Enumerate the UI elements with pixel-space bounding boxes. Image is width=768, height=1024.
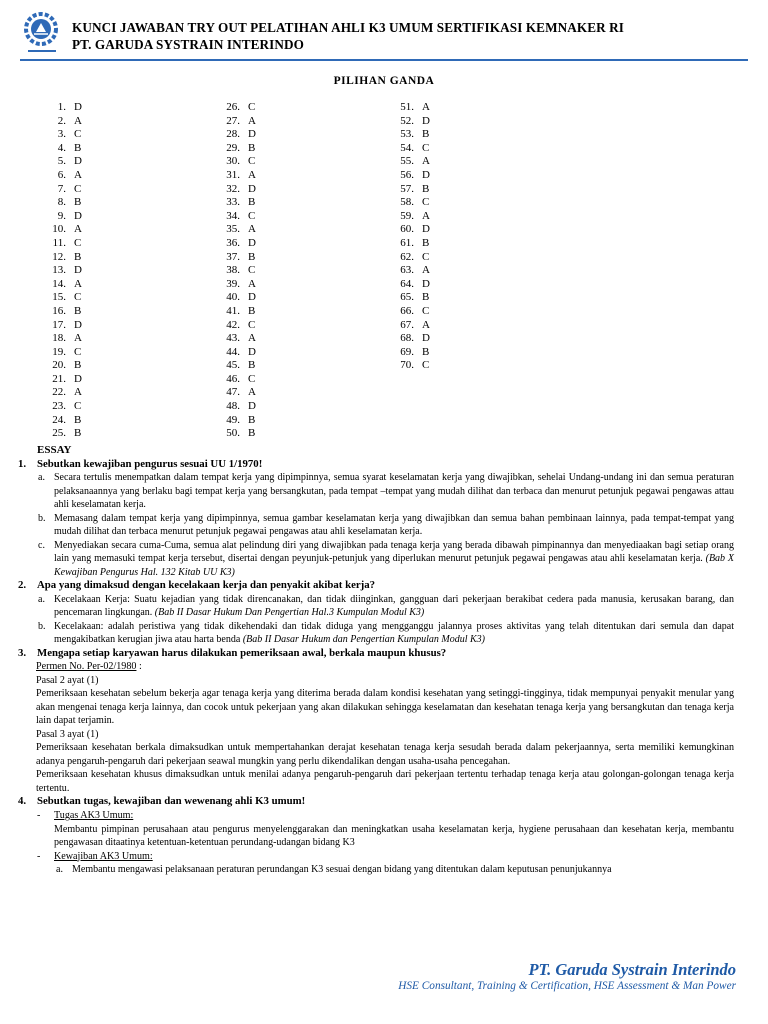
answer-number: 29. [226, 141, 240, 154]
answer-letter: A [422, 209, 430, 222]
answer-row [216, 128, 326, 142]
essay-section [18, 444, 734, 877]
answer-row [390, 332, 500, 346]
answer-number: 63. [400, 264, 414, 277]
answer-letter: D [422, 332, 430, 345]
answer-row [216, 373, 326, 387]
answer-number: 62. [400, 250, 414, 263]
answer-letter: B [422, 236, 430, 249]
answer-row [390, 223, 500, 237]
answer-row [42, 196, 152, 210]
answer-letter: A [422, 155, 430, 168]
answer-number: 33. [226, 196, 240, 209]
answer-column-3 [390, 101, 500, 373]
answer-row [390, 251, 500, 265]
answer-number: 6. [57, 168, 66, 181]
answer-row [216, 210, 326, 224]
answer-number: 28. [226, 128, 240, 141]
regulation-reference [18, 660, 734, 674]
answer-number: 61. [400, 236, 414, 249]
answer-letter: B [248, 250, 256, 263]
answer-number: 26. [226, 101, 240, 113]
answer-number: 57. [400, 182, 414, 195]
answer-letter: C [74, 128, 82, 141]
answer-letter: A [74, 386, 82, 399]
answer-row [216, 169, 326, 183]
answer-row [216, 386, 326, 400]
question-number: 4. [18, 795, 27, 808]
item-text: Memasang dalam tempat kerja yang dipimpinnya, semua gambar keselamatan kerja yang diwajibkan dan semua bahan pembinaan lainnya, pada tempat-tempat yang mudah dilihat dan terbaca menurut petunjuk pegawai pengawas atau ahli keselamatan kerja. [54, 512, 734, 538]
answer-row [216, 346, 326, 360]
answer-letter: C [422, 359, 430, 372]
answer-number: 4. [57, 141, 66, 154]
answer-letter: A [248, 223, 256, 236]
answer-row [390, 115, 500, 129]
answer-letter: B [248, 413, 256, 426]
reference-citation: (Bab II Dasar Hukum Dan Pengertian Hal.3 Kumpulan Modul K3) [154, 607, 425, 619]
answer-letter: C [422, 250, 430, 263]
answer-letter: D [248, 291, 256, 304]
answer-number: 53. [400, 128, 414, 141]
answer-number: 41. [226, 304, 240, 317]
answer-letter: D [248, 400, 256, 413]
answer-letter: B [422, 291, 430, 304]
duty-heading [18, 809, 734, 823]
duty-heading-text: Tugas AK3 Umum: [54, 809, 134, 821]
answer-row [42, 414, 152, 428]
answer-row [42, 237, 152, 251]
answer-letter: B [422, 182, 430, 195]
reference-citation: (Bab II Dasar Hukum dan Pengertian Kumpulan Modul K3) [242, 634, 486, 646]
answer-letter: C [74, 400, 82, 413]
answer-item [36, 539, 734, 580]
answer-row [42, 251, 152, 265]
answer-row [42, 427, 152, 441]
answer-letter: C [74, 236, 82, 249]
answer-row [42, 223, 152, 237]
item-label: c. [38, 539, 45, 551]
answer-letter: A [248, 168, 256, 181]
essay-question-4 [18, 795, 734, 809]
item-label: b. [38, 620, 46, 632]
question-text: Apa yang dimaksud dengan kecelakaan kerja dan penyakit akibat kerja? [37, 579, 376, 592]
answer-column-2 [216, 101, 326, 441]
answer-number: 42. [226, 318, 240, 331]
question-text: Sebutkan tugas, kewajiban dan wewenang ahli K3 umum! [37, 795, 306, 808]
answer-letter: C [248, 155, 256, 168]
answer-row [390, 291, 500, 305]
answer-row [390, 142, 500, 156]
answer-letter: D [74, 209, 82, 222]
answer-row [390, 346, 500, 360]
article-text: Pemeriksaan kesehatan berkala dimaksudkan untuk mempertahankan derajat kesehatan tenaga kerja sesudah berada dalam pekerjaannya, serta memiliki kemungkinan adanya pengaruh-pengaruh dari pekerjaan seawal mungkin yang perlu dikendalikan dengan usaha-usaha pencegahan. [36, 742, 734, 767]
answer-number: 58. [400, 196, 414, 209]
answer-number: 31. [226, 168, 240, 181]
answer-row [216, 251, 326, 265]
answer-letter: D [74, 155, 82, 168]
answer-number: 17. [52, 318, 66, 331]
answer-row [216, 332, 326, 346]
essay-title: ESSAY [37, 444, 72, 456]
answer-number: 55. [400, 155, 414, 168]
answer-letter: B [422, 128, 430, 141]
answer-letter: D [248, 182, 256, 195]
answer-letter: C [422, 141, 430, 154]
answer-row [216, 183, 326, 197]
answer-row [42, 155, 152, 169]
answer-row [42, 264, 152, 278]
answer-row [216, 142, 326, 156]
answer-item [36, 620, 734, 647]
answer-number: 40. [226, 291, 240, 304]
question-text: Sebutkan kewajiban pengurus sesuai UU 1/1970! [37, 457, 263, 470]
answer-letter: B [248, 141, 256, 154]
answer-row [42, 210, 152, 224]
answer-number: 25. [52, 427, 66, 440]
answer-letter: B [422, 345, 430, 358]
answer-row [42, 305, 152, 319]
answer-letter: D [74, 264, 82, 277]
answer-letter: D [422, 223, 430, 236]
answer-row [42, 278, 152, 292]
answer-row [216, 155, 326, 169]
answer-letter: D [74, 101, 82, 113]
obligation-heading-text: Kewajiban AK3 Umum: [54, 850, 153, 862]
answer-letter: A [74, 332, 82, 345]
dash-marker: - [37, 850, 41, 862]
answer-row [216, 223, 326, 237]
answer-number: 10. [52, 223, 66, 236]
answer-row [42, 400, 152, 414]
answer-number: 2. [57, 114, 66, 127]
answer-number: 44. [226, 345, 240, 358]
answer-number: 49. [226, 413, 240, 426]
answer-row [390, 264, 500, 278]
question-number: 1. [18, 457, 27, 470]
question-number: 2. [18, 579, 27, 592]
answer-letter: B [74, 250, 82, 263]
regulation-name: Permen No. Per-02/1980 [36, 661, 137, 673]
answer-item [36, 512, 734, 539]
answer-number: 70. [400, 359, 414, 372]
answer-number: 48. [226, 400, 240, 413]
answer-row [216, 101, 326, 115]
answer-row [216, 414, 326, 428]
answer-number: 60. [400, 223, 414, 236]
answer-letter: D [248, 236, 256, 249]
answer-row [216, 278, 326, 292]
answer-number: 21. [52, 372, 66, 385]
answer-column-1 [42, 101, 152, 441]
answer-row [390, 278, 500, 292]
answer-row [216, 400, 326, 414]
answer-row [42, 101, 152, 115]
answer-letter: D [422, 168, 430, 181]
answer-letter: D [248, 128, 256, 141]
answer-number: 5. [57, 155, 66, 168]
answer-row [42, 373, 152, 387]
answer-letter: C [248, 318, 256, 331]
answer-row [42, 386, 152, 400]
answer-number: 45. [226, 359, 240, 372]
answer-letter: C [248, 264, 256, 277]
header-title: KUNCI JAWABAN TRY OUT PELATIHAN AHLI K3 UMUM SERTIFIKASI KEMNAKER RI [72, 20, 624, 35]
header-rule [20, 59, 748, 61]
answer-row [42, 128, 152, 142]
answer-number: 47. [226, 386, 240, 399]
answer-item [54, 863, 734, 877]
answer-letter: B [74, 359, 82, 372]
question-text: Mengapa setiap karyawan harus dilakukan pemeriksaan awal, berkala maupun khusus? [37, 646, 447, 659]
answer-letter: A [74, 277, 82, 290]
answer-number: 56. [400, 168, 414, 181]
answer-letter: B [74, 304, 82, 317]
item-text: Membantu mengawasi pelaksanaan peraturan perundangan K3 sesuai dengan bidang yang ditentukan dalam keputusan penunjukannya [72, 864, 612, 876]
answer-number: 69. [400, 345, 414, 358]
answer-row [216, 319, 326, 333]
answer-row [216, 237, 326, 251]
article-title: Pasal 2 ayat (1) [36, 674, 99, 686]
answer-letter: A [248, 332, 256, 345]
answer-number: 50. [226, 427, 240, 440]
answer-letter: D [74, 372, 82, 385]
article-title: Pasal 3 ayat (1) [36, 728, 99, 740]
answer-row [216, 427, 326, 441]
answer-letter: C [74, 345, 82, 358]
answer-number: 14. [52, 277, 66, 290]
answer-row [216, 115, 326, 129]
answer-letter: A [248, 386, 256, 399]
answer-row [390, 155, 500, 169]
essay-question-3 [18, 647, 734, 661]
answer-row [42, 346, 152, 360]
answer-letter: C [422, 304, 430, 317]
answer-letter: B [74, 427, 82, 440]
answer-number: 68. [400, 332, 414, 345]
answer-letter: D [248, 345, 256, 358]
answer-number: 35. [226, 223, 240, 236]
mc-section-title: PILIHAN GANDA [333, 75, 435, 87]
answer-row [216, 264, 326, 278]
answer-letter: B [248, 427, 256, 440]
answer-number: 59. [400, 209, 414, 222]
answer-number: 20. [52, 359, 66, 372]
answer-row [216, 305, 326, 319]
answer-letter: A [422, 264, 430, 277]
answer-number: 12. [52, 250, 66, 263]
answer-letter: A [248, 114, 256, 127]
answer-row [390, 183, 500, 197]
answer-letter: A [74, 168, 82, 181]
answer-number: 1. [57, 101, 66, 113]
answer-number: 8. [57, 196, 66, 209]
answer-number: 27. [226, 114, 240, 127]
reference-citation: (Bab X Kewajiban Pengurus Hal. 132 Kitab UU K3) [54, 553, 734, 578]
answer-number: 36. [226, 236, 240, 249]
answer-number: 51. [400, 101, 414, 113]
question-number: 3. [18, 646, 27, 659]
answer-letter: C [248, 209, 256, 222]
answer-letter: B [74, 413, 82, 426]
article-text: Pemeriksaan kesehatan sebelum bekerja agar tenaga kerja yang diterima berada dalam kondisi kesehatan yang setinggi-tingginya, tidak mempunyai penyakit menular yang akan mengenai tenaga kerja lainnya, dan cocok untuk pekerjaan yang akan dilakukan sehingga keselamatan dan kesehatan tenaga kerja yang bersangkutan dan tenaga kerja lain dapat terjamin. [36, 688, 734, 727]
answer-row [42, 291, 152, 305]
answer-number: 15. [52, 291, 66, 304]
answer-row [390, 128, 500, 142]
answer-number: 24. [52, 413, 66, 426]
answer-letter: B [248, 359, 256, 372]
answer-letter: A [422, 318, 430, 331]
answer-number: 9. [57, 209, 66, 222]
answer-letter: B [74, 196, 82, 209]
item-label: a. [56, 864, 63, 876]
obligation-heading [18, 850, 734, 864]
footer-tagline: HSE Consultant, Training & Certification, HSE Assessment & Man Power [398, 980, 736, 992]
answer-number: 34. [226, 209, 240, 222]
answer-number: 38. [226, 264, 240, 277]
footer-company: PT. Garuda Systrain Interindo [528, 960, 736, 979]
answer-row [390, 237, 500, 251]
answer-row [390, 210, 500, 224]
answer-number: 30. [226, 155, 240, 168]
answer-row [216, 359, 326, 373]
answer-number: 18. [52, 332, 66, 345]
answer-letter: C [248, 372, 256, 385]
answer-number: 11. [52, 236, 66, 249]
item-text: Kecelakaan Kerja: Suatu kejadian yang tidak direncanakan, dan tidak diinginkan, gangguan dari pekerjaan berakibat cedera pada manusia, kerusakan barang, dan pencemaran lingkungan. [54, 593, 734, 619]
answer-row [42, 142, 152, 156]
answer-letter: A [74, 114, 82, 127]
answer-number: 65. [400, 291, 414, 304]
answer-letter: C [74, 291, 82, 304]
answer-row [42, 359, 152, 373]
answer-number: 64. [400, 277, 414, 290]
answer-number: 67. [400, 318, 414, 331]
item-text: Menyediakan secara cuma-Cuma, semua alat pelindung diri yang diwajibkan pada tenaga kerja yang berada dibawah pimpinannya dan menyediaakan bagi setiap orang lain yang memasuki tempat kerja tersebut, disertai dengan peyunjuk-petunjuk yang diperlukan menurut petunjuk pegawai pengawas atau ahli keselamatan kerja. [54, 539, 734, 565]
answer-row [216, 196, 326, 210]
answer-number: 23. [52, 400, 66, 413]
company-logo [22, 10, 60, 58]
answer-letter: B [248, 196, 256, 209]
item-text: Kecelakaan: adalah peristiwa yang tidak dikehendaki dan tidak diduga yang mengganggu jalannya proses aktivitas yang telah ditentukan dari semula dan dapat mengakibatkan kerugian jiwa atau harta benda [54, 620, 734, 646]
answer-letter: A [74, 223, 82, 236]
answer-letter: B [74, 141, 82, 154]
answer-row [390, 101, 500, 115]
answer-row [42, 115, 152, 129]
header-company: PT. GARUDA SYSTRAIN INTERINDO [72, 37, 305, 52]
answer-row [390, 196, 500, 210]
answer-number: 16. [52, 304, 66, 317]
answer-letter: C [422, 196, 430, 209]
answer-row [42, 332, 152, 346]
item-label: a. [38, 593, 45, 605]
item-text: Secara tertulis menempatkan dalam tempat kerja yang dipimpinnya, semua syarat keselamatan kerja yang diwajibkan, sehelai Undang-undang ini dan semua peraturan pelaksanaannya yang berlaku bagi tempat kerja yang bersangkutan, pada tempat –tempat yang mudah dilihat dan terbaca dan menurut petunjuk pegawai pengawas attau ahli keselamatan kerja. [54, 472, 734, 511]
answer-letter: C [248, 101, 256, 113]
regulation-suffix: : [136, 661, 142, 673]
essay-question-1 [18, 458, 734, 472]
answer-row [390, 359, 500, 373]
answer-number: 32. [226, 182, 240, 195]
answer-number: 13. [52, 264, 66, 277]
item-label: b. [38, 512, 46, 524]
answer-number: 52. [400, 114, 414, 127]
duty-text: Membantu pimpinan perusahaan atau pengurus menyelenggarakan dan meningkatkan usaha keselamatan kerja, hygiene perusahaan dan kesehatan kerja, membantu pengawasan ditaatinya ketentuan-ketentuan perundang-udangan bidang K3 [54, 823, 734, 849]
answer-row [390, 305, 500, 319]
answer-letter: A [248, 277, 256, 290]
answer-letter: D [422, 277, 430, 290]
answer-letter: D [422, 114, 430, 127]
answer-number: 37. [226, 250, 240, 263]
essay-question-2 [18, 579, 734, 593]
answer-number: 22. [52, 386, 66, 399]
answer-letter: B [248, 304, 256, 317]
article-text: Pemeriksaan kesehatan khusus dimaksudkan untuk menilai adanya pengaruh-pengaruh dari pekerjaan tertentu terhadap tenaga kerja atau golongan-golongan tenaga kerja tertentu. [36, 769, 734, 794]
answer-row [42, 183, 152, 197]
answer-number: 7. [57, 182, 66, 195]
answer-number: 19. [52, 345, 66, 358]
answer-item [36, 593, 734, 620]
dash-marker: - [37, 809, 41, 821]
answer-row [216, 291, 326, 305]
answer-row [390, 169, 500, 183]
answer-number: 66. [400, 304, 414, 317]
answer-number: 39. [226, 277, 240, 290]
answer-row [42, 169, 152, 183]
answer-row [42, 319, 152, 333]
answer-row [390, 319, 500, 333]
answer-number: 54. [400, 141, 414, 154]
item-label: a. [38, 472, 45, 484]
answer-number: 46. [226, 372, 240, 385]
answer-letter: A [422, 101, 430, 113]
answer-item [36, 471, 734, 512]
answer-number: 3. [57, 128, 66, 141]
answer-number: 43. [226, 332, 240, 345]
answer-letter: C [74, 182, 82, 195]
answer-letter: D [74, 318, 82, 331]
